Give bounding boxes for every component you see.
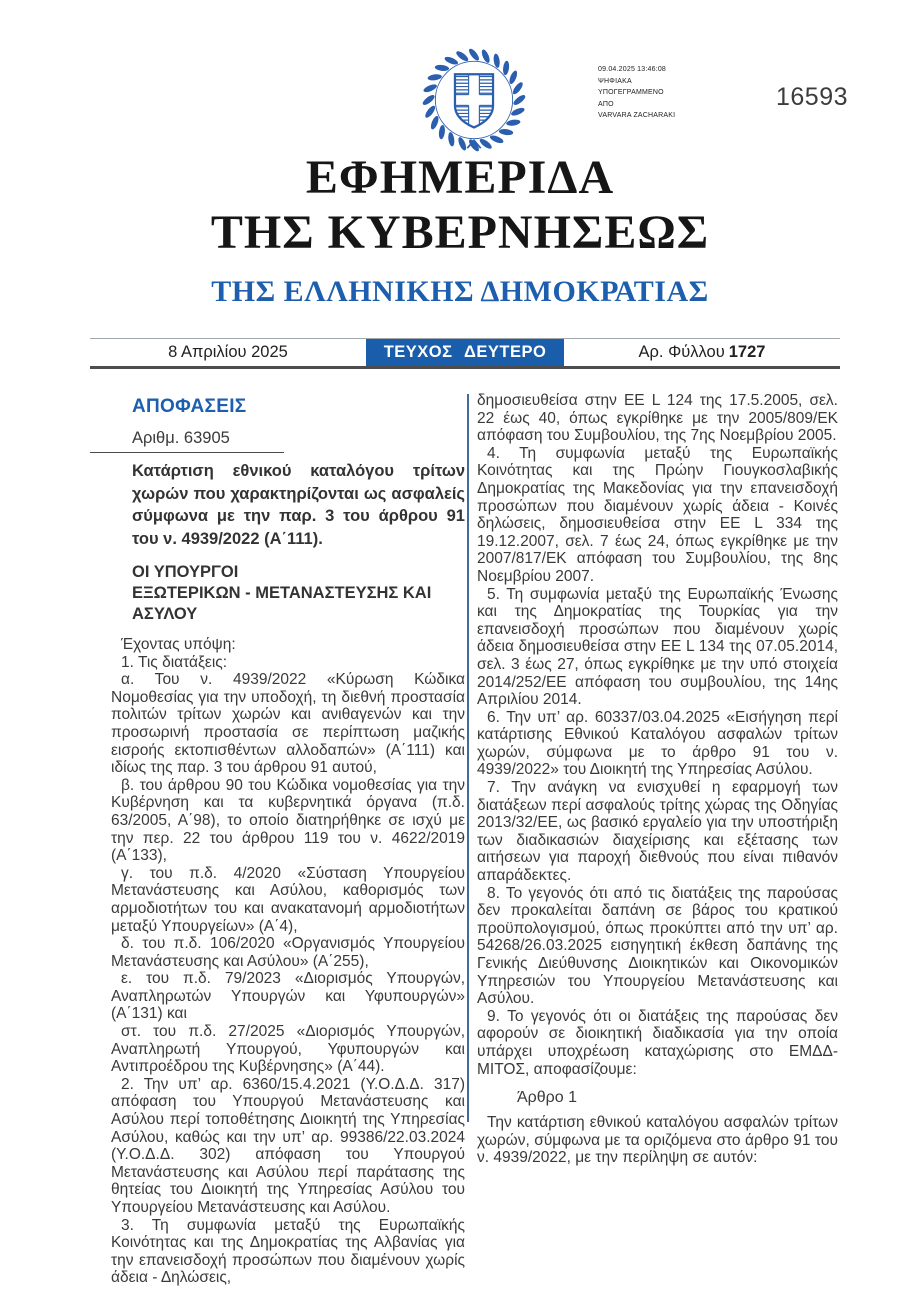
paragraph: στ. του π.δ. 27/2025 «Διορισμός Υπουργών, Αναπληρωτή Υπουργού, Υφυπουργών και Αντιπροέδρου της Κυβέρνησης» (Α΄44).: [111, 1023, 465, 1076]
paragraph: α. Του ν. 4939/2022 «Κύρωση Κώδικα Νομοθεσίας για την υποδοχή, τη διεθνή προστασία πολιτών τρίτων χωρών και ανιθαγενών και την προσωρινή προστασία σε περίπτωση μαζικής εισροής εκτοπισθέντων αλλοδαπών» (Α΄111) και ιδίως της παρ. 3 του άρθρου 91 αυτού,: [111, 671, 465, 777]
signature-line: ΥΠΟΓΕΓΡΑΜΜΕΝΟ: [598, 89, 664, 96]
article-heading: Άρθρο 1: [517, 1089, 578, 1107]
paragraph: γ. του π.δ. 4/2020 «Σύσταση Υπουργείου Μετανάστευσης και Ασύλου, καθορισμός των αρμοδιοτήτων του και ανακατανομή αρμοδιοτήτων μεταξύ Υπουργείων» (Α΄4),: [111, 864, 465, 935]
article-paragraph: Την κατάρτιση εθνικού καταλόγου ασφαλών τρίτων χωρών, σύμφωνα με τα οριζόμενα στο άρθρο 91 του ν. 4939/2022, με την περίληψη σε αυτόν:: [477, 1114, 838, 1167]
masthead-title-line1: ΕΦΗΜΕΡΙΔΑ: [305, 151, 615, 204]
paragraph: ε. του π.δ. 79/2023 «Διορισμός Υπουργών, Αναπληρωτών Υπουργών και Υφυπουργών» (Α΄131) και: [111, 970, 465, 1023]
left-column: [111, 392, 465, 1287]
authority-line2: ΕΞΩΤΕΡΙΚΩΝ - ΜΕΤΑΝΑΣΤΕΥΣΗΣ ΚΑΙ ΑΣΥΛΟΥ: [132, 584, 432, 623]
greek-coat-of-arms-icon: [418, 44, 530, 156]
document-body: [111, 392, 838, 1287]
issue-date: 8 Απριλίου 2025: [168, 343, 288, 361]
signature-timestamp: 09.04.2025 13:46:08: [598, 66, 667, 73]
masthead-subtitle: ΤΗΣ ΕΛΛΗΝΙΚΗΣ ΔΗΜΟΚΡΑΤΙΑΣ: [211, 275, 709, 308]
masthead: [0, 150, 920, 309]
paragraph: 1. Τις διατάξεις:: [121, 653, 228, 671]
digital-signature-block: [598, 64, 768, 122]
sheet-label: Αρ. Φύλλου: [638, 343, 725, 361]
issuing-authority: [132, 562, 465, 625]
signature-name: VARVARA ZACHARAKI: [598, 112, 676, 119]
paragraph: δ. του π.δ. 106/2020 «Οργανισμός Υπουργείου Μετανάστευσης και Ασύλου» (Α΄255),: [111, 935, 465, 970]
sheet-number: 1727: [728, 343, 766, 361]
section-heading: ΑΠΟΦΑΣΕΙΣ: [132, 396, 247, 417]
paragraph: 8. Το γεγονός ότι από τις διατάξεις της παρούσας δεν προκαλείται δαπάνη σε βάρος του κρατικού προϋπολογισμού, όπως προκύπτει από την υπ’ αρ. 54268/26.03.2025 εισηγητική έκθεση δαπάνης της Γενικής Διεύθυνσης Διοικητικών και Οικονομικών Υπηρεσιών του Υπουργείου Μετανάστευσης και Ασύλου.: [477, 884, 838, 1008]
paragraph: 6. Την υπ’ αρ. 60337/03.04.2025 «Εισήγηση περί κατάρτισης Εθνικού Καταλόγου ασφαλών τρίτων χωρών, σύμφωνα με το άρθρο 91 του ν. 4939/2022» του Διοικητή της Υπηρεσίας Ασύλου.: [477, 708, 838, 779]
paragraph: 4. Τη συμφωνία μεταξύ της Ευρωπαϊκής Κοινότητας και της Πρώην Γιουγκοσλαβικής Δημοκρατίας της Μακεδονίας για την επανεισδοχή προσώπων που διαμένουν χωρίς άδεια - Κοινές δηλώσεις, δημοσιευθείσα στην ΕΕ L 334 της 19.12.2007, σελ. 7 έως 24, όπως εγκρίθηκε με την 2007/817/ΕΚ απόφαση του Συμβουλίου, της 8ης Νοεμβρίου 2007.: [477, 444, 838, 585]
right-column: [477, 392, 838, 1287]
decision-number: Αριθμ. 63905: [132, 429, 230, 447]
sheet-number-cell: [564, 339, 840, 366]
page-number: 16593: [776, 83, 849, 111]
paragraph: 9. Το γεγονός ότι οι διατάξεις της παρούσας δεν αφορούν σε διοικητική διαδικασία για την οποία υπάρχει υποχρέωση καταχώρισης στο ΕΜΔΔ-ΜΙΤΟΣ, αποφασίζουμε:: [477, 1007, 838, 1078]
decision-title: Κατάρτιση εθνικού καταλόγου τρίτων χωρών που χαρακτηρίζονται ως ασφαλείς σύμφωνα με την παρ. 3 του άρθρου 91 του ν. 4939/2022 (Α΄111).: [132, 462, 465, 548]
issue-bar: [90, 338, 840, 369]
paragraph: 7. Την ανάγκη να ενισχυθεί η εφαρμογή των διατάξεων περί ασφαλούς τρίτης χώρας της Οδηγίας 2013/32/ΕΕ, ως βασικό εργαλείο για την υποστήριξη των διαδικασιών διαχείρισης και εξέτασης των αιτήσεων για παροχή διεθνούς που είναι πιθανόν απαράδεκτες.: [477, 779, 838, 885]
signature-line: ΨΗΦΙΑΚΑ: [598, 77, 632, 85]
paragraph: Έχοντας υπόψη:: [121, 636, 236, 653]
authority-line1: ΟΙ ΥΠΟΥΡΓΟΙ: [132, 563, 239, 581]
paragraph: δημοσιευθείσα στην ΕΕ L 124 της 17.5.2005, σελ. 22 έως 40, όπως εγκρίθηκε με την 2005/809/ΕΚ απόφαση του Συμβουλίου, της 7ης Νοεμβρίου 2005.: [477, 392, 838, 445]
decision-number-rule: [90, 452, 284, 453]
paragraph: β. του άρθρου 90 του Κώδικα νομοθεσίας για την Κυβέρνηση και τα κυβερνητικά όργανα (π.δ. 63/2005, Α΄98), το οποίο διατηρήθηκε σε ισχύ με την περ. 22 του άρθρου 119 του ν. 4622/2019 (Α΄133),: [111, 776, 465, 865]
signature-line: ΑΠΟ: [598, 100, 614, 108]
issue-type-badge: ΤΕΥΧΟΣ ΔΕΥΤΕΡΟ: [366, 339, 564, 366]
paragraph: 5. Τη συμφωνία μεταξύ της Ευρωπαϊκής Ένωσης και της Δημοκρατίας της Τουρκίας για την επανεισδοχή προσώπων που διαμένουν χωρίς άδεια δημοσιευθείσα στην ΕΕ L 134 της 07.05.2014, σελ. 3 έως 27, όπως εγκρίθηκε με την υπό στοιχεία 2014/252/ΕΕ απόφαση του συμβουλίου, της 14ης Απριλίου 2014.: [477, 585, 838, 709]
paragraph: 3. Τη συμφωνία μεταξύ της Ευρωπαϊκής Κοινότητας και της Δημοκρατίας της Αλβανίας για την επανεισδοχή προσώπων που διαμένουν χωρίς άδεια - Δηλώσεις,: [111, 1216, 465, 1287]
masthead-title-line2: ΤΗΣ ΚΥΒΕΡΝΗΣΕΩΣ: [210, 206, 710, 259]
paragraph: 2. Την υπ’ αρ. 6360/15.4.2021 (Υ.Ο.Δ.Δ. 317) απόφαση του Υπουργού Μετανάστευσης και Ασύλου περί τοποθέτησης Διοικητή της Υπηρεσίας Ασύλου, καθώς και την υπ’ αρ. 99386/22.03.2024 (Υ.Ο.Δ.Δ. 302) απόφαση του Υπουργού Μετανάστευσης και Ασύλου περί παράτασης της θητείας του Διοικητή της Υπηρεσίας Ασύλου του Υπουργείου Μετανάστευσης και Ασύλου.: [111, 1075, 465, 1216]
